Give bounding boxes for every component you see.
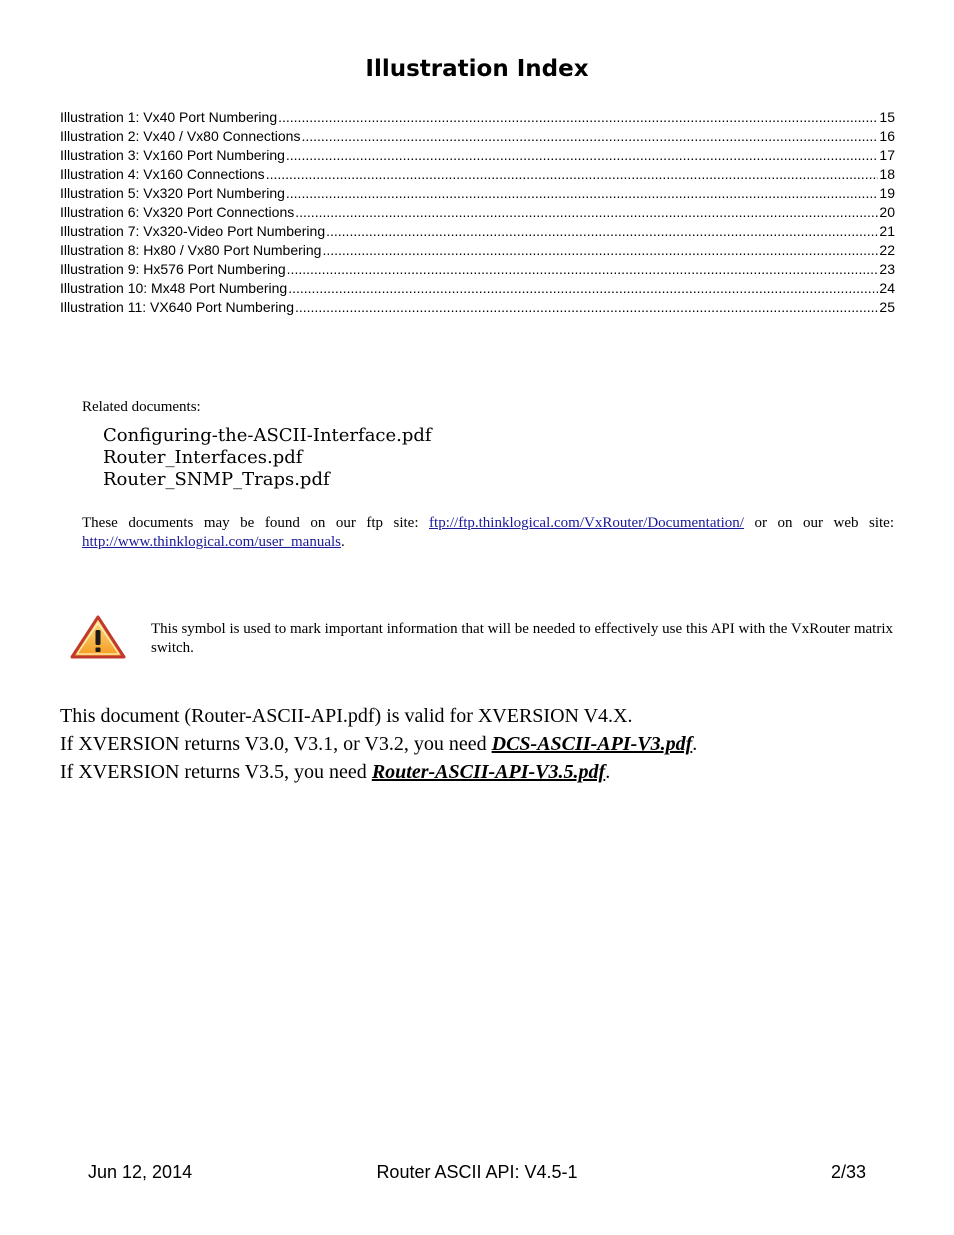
toc-page-number: 25 bbox=[879, 299, 895, 315]
toc-entry[interactable] bbox=[60, 108, 895, 127]
toc-entry[interactable] bbox=[60, 127, 895, 146]
toc-label: Illustration 3: Vx160 Port Numbering bbox=[60, 147, 285, 163]
toc-entry[interactable] bbox=[60, 203, 895, 222]
illustration-index bbox=[60, 108, 895, 317]
toc-label: Illustration 4: Vx160 Connections bbox=[60, 166, 265, 182]
related-document-item: Router_Interfaces.pdf bbox=[103, 447, 303, 468]
toc-page-number: 17 bbox=[879, 147, 895, 163]
router-api-v35-doc-link[interactable]: Router-ASCII-API-V3.5.pdf bbox=[371, 761, 606, 783]
warning-note-text: This symbol is used to mark important information that will be needed to effectively use this API with the VxRouter matrix switch. bbox=[151, 621, 893, 656]
toc-page-number: 20 bbox=[879, 204, 895, 220]
toc-label: Illustration 8: Hx80 / Vx80 Port Numbering bbox=[60, 242, 322, 258]
toc-page-number: 21 bbox=[879, 223, 895, 239]
toc-label: Illustration 9: Hx576 Port Numbering bbox=[60, 261, 286, 277]
version-line: If XVERSION returns V3.0, V3.1, or V3.2, you need DCS-ASCII-API-V3.pdf. bbox=[60, 733, 698, 755]
related-documents-label: Related documents: bbox=[82, 399, 201, 415]
toc-page-number: 19 bbox=[879, 185, 895, 201]
toc-page-number: 15 bbox=[879, 109, 895, 125]
footer-date: Jun 12, 2014 bbox=[88, 1162, 193, 1182]
warning-triangle-icon bbox=[69, 614, 127, 660]
related-documents-list bbox=[103, 425, 432, 491]
dcs-api-v3-doc-link[interactable]: DCS-ASCII-API-V3.pdf bbox=[491, 733, 693, 755]
toc-label: Illustration 1: Vx40 Port Numbering bbox=[60, 109, 278, 125]
toc-entry[interactable] bbox=[60, 260, 895, 279]
toc-page-number: 16 bbox=[879, 128, 895, 144]
toc-label: Illustration 6: Vx320 Port Connections bbox=[60, 204, 295, 220]
toc-label: Illustration 7: Vx320-Video Port Numbering bbox=[60, 223, 326, 239]
footer-doc-title: Router ASCII API: V4.5-1 bbox=[376, 1162, 578, 1182]
toc-label: Illustration 5: Vx320 Port Numbering bbox=[60, 185, 285, 201]
toc-page-number: 18 bbox=[879, 166, 895, 182]
documents-location-paragraph: These documents may be found on our ftp site: ftp://ftp.thinklogical.com/VxRouter/Documentation/ or on our web site: http://www.thinklogical.com/user_manuals. bbox=[82, 515, 895, 550]
toc-entry[interactable] bbox=[60, 184, 895, 203]
related-document-item: Configuring-the-ASCII-Interface.pdf bbox=[103, 425, 432, 446]
toc-page-number: 23 bbox=[879, 261, 895, 277]
toc-entry[interactable] bbox=[60, 279, 895, 298]
toc-entry[interactable] bbox=[60, 298, 895, 317]
page-title: Illustration Index bbox=[365, 56, 589, 82]
version-line: This document (Router-ASCII-API.pdf) is valid for XVERSION V4.X. bbox=[60, 705, 633, 727]
footer-page-number: 2/33 bbox=[830, 1162, 866, 1182]
toc-label: Illustration 11: VX640 Port Numbering bbox=[60, 299, 294, 315]
toc-label: Illustration 10: Mx48 Port Numbering bbox=[60, 280, 288, 296]
version-line: If XVERSION returns V3.5, you need Router-ASCII-API-V3.5.pdf. bbox=[60, 761, 611, 783]
toc-entry[interactable] bbox=[60, 165, 895, 184]
toc-entry[interactable] bbox=[60, 241, 895, 260]
toc-label: Illustration 2: Vx40 / Vx80 Connections bbox=[60, 128, 301, 144]
related-document-item: Router_SNMP_Traps.pdf bbox=[103, 469, 330, 490]
ftp-site-link[interactable]: ftp://ftp.thinklogical.com/VxRouter/Documentation/ bbox=[429, 515, 744, 531]
version-info bbox=[60, 702, 697, 786]
web-site-link[interactable]: http://www.thinklogical.com/user_manuals bbox=[82, 534, 341, 550]
toc-entry[interactable] bbox=[60, 146, 895, 165]
toc-page-number: 24 bbox=[879, 280, 895, 296]
toc-entry[interactable] bbox=[60, 222, 895, 241]
toc-page-number: 22 bbox=[879, 242, 895, 258]
